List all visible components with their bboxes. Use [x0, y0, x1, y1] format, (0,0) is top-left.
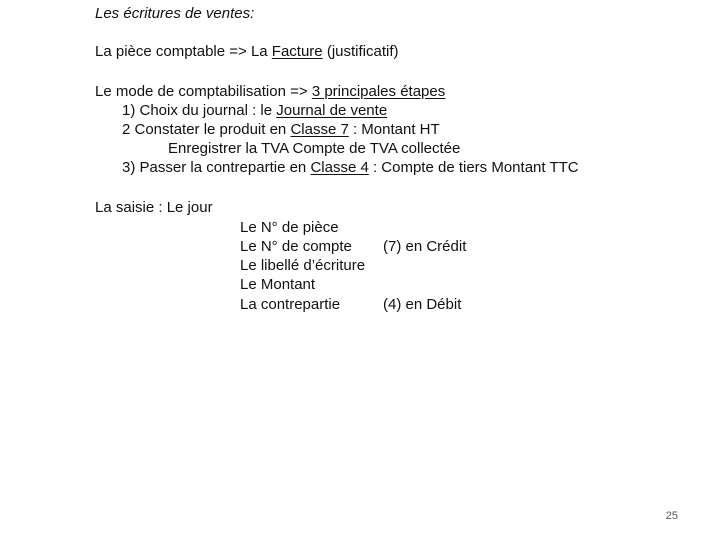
saisie-item: Le N° de pièce: [240, 219, 339, 236]
piece-line: [95, 43, 399, 61]
step-1: [122, 102, 387, 120]
step-2-prefix: 2 Constater le produit en: [122, 121, 291, 138]
classe-7-term: Classe 7: [290, 121, 349, 138]
etapes-term: 3 principales étapes: [311, 83, 446, 100]
saisie-label: La saisie : Le jour: [95, 199, 213, 216]
credit-note: (7) en Crédit: [383, 238, 467, 255]
piece-prefix: La pièce comptable => La: [95, 43, 272, 60]
step-2-tva: Enregistrer la TVA Compte de TVA collectée: [168, 140, 461, 157]
step-3-suffix: : Compte de tiers Montant TTC: [368, 159, 579, 176]
step-2-suffix: : Montant HT: [348, 121, 440, 138]
classe-4-term: Classe 4: [310, 159, 369, 176]
saisie-item: La contrepartie: [240, 296, 341, 313]
step-2: [122, 121, 440, 139]
mode-line: [95, 83, 445, 101]
saisie-item: Le libellé d’écriture: [240, 257, 366, 274]
facture-term: Facture: [271, 43, 323, 60]
step-3: [122, 159, 579, 177]
step-3-prefix: 3) Passer la contrepartie en: [122, 159, 311, 176]
piece-suffix: (justificatif): [322, 43, 399, 60]
page-number: 25: [665, 510, 678, 522]
debit-note: (4) en Débit: [383, 296, 462, 313]
saisie-item: Le N° de compte: [240, 238, 352, 255]
slide-title: Les écritures de ventes:: [95, 5, 255, 22]
journal-term: Journal de vente: [276, 102, 388, 119]
mode-prefix: Le mode de comptabilisation =>: [95, 83, 312, 100]
step-1-prefix: 1) Choix du journal : le: [122, 102, 277, 119]
saisie-item: Le Montant: [240, 276, 316, 293]
